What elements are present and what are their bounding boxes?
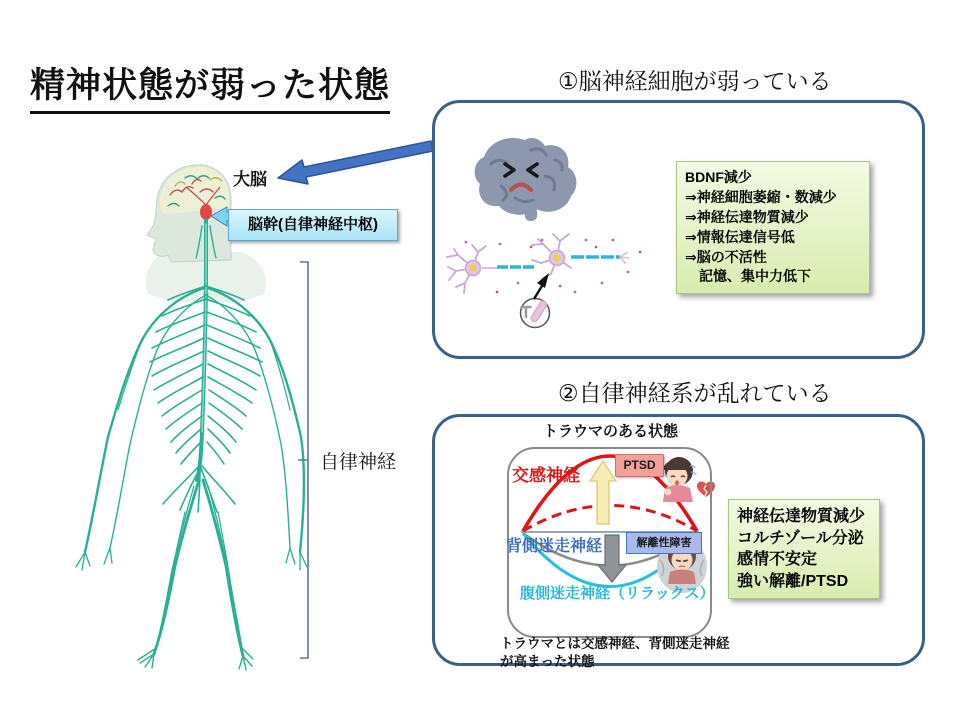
note-line: ⇒神経細胞萎縮・数減少 <box>685 188 837 205</box>
autonomic-bracket <box>298 262 308 658</box>
note-line: ⇒情報伝達信号低 <box>685 228 795 245</box>
dorsal-vagal-label: 背側迷走神経 <box>506 538 603 555</box>
note-line: 記憶、集中力低下 <box>685 268 811 285</box>
panel1-to-cerebrum-arrow <box>278 141 433 184</box>
panel1-note-box <box>676 161 870 294</box>
panel1-heading: ①脳神経細胞が弱っている <box>558 68 832 94</box>
trauma-caption-line1: トラウマとは交感神経、背側迷走神経 <box>500 636 730 651</box>
sympathetic-nerve-label: 交感神経 <box>512 466 580 485</box>
note-line: 強い解離/PTSD <box>737 572 849 590</box>
cerebrum-label: 大脳 <box>233 170 267 189</box>
note-line: BDNF減少 <box>685 169 752 185</box>
ptsd-badge: PTSD <box>615 454 664 477</box>
dissociation-badge: 解離性障害 <box>626 532 702 554</box>
trauma-caption-line2: が高まった状態 <box>500 653 595 669</box>
note-line: コルチゾール分泌 <box>737 529 864 547</box>
ventral-vagal-label: 腹側迷走神経（リラックス） <box>520 585 715 602</box>
note-line: 感情不安定 <box>737 551 818 569</box>
panel2-heading: ②自律神経系が乱れている <box>558 380 832 406</box>
trauma-diagram-title: トラウマのある状態 <box>543 423 679 440</box>
brainstem-label-box: 脳幹(自律神経中枢) <box>228 209 398 241</box>
panel2-note-box <box>728 499 880 599</box>
note-line: ⇒脳の不活性 <box>685 248 767 265</box>
note-line: ⇒神経伝達物質減少 <box>685 208 809 225</box>
autonomic-nerves-label: 自律神経 <box>320 452 397 473</box>
slide-title: 精神状態が弱った状態 <box>30 58 390 114</box>
trauma-caption <box>500 635 730 671</box>
note-line: 神経伝達物質減少 <box>737 508 866 525</box>
